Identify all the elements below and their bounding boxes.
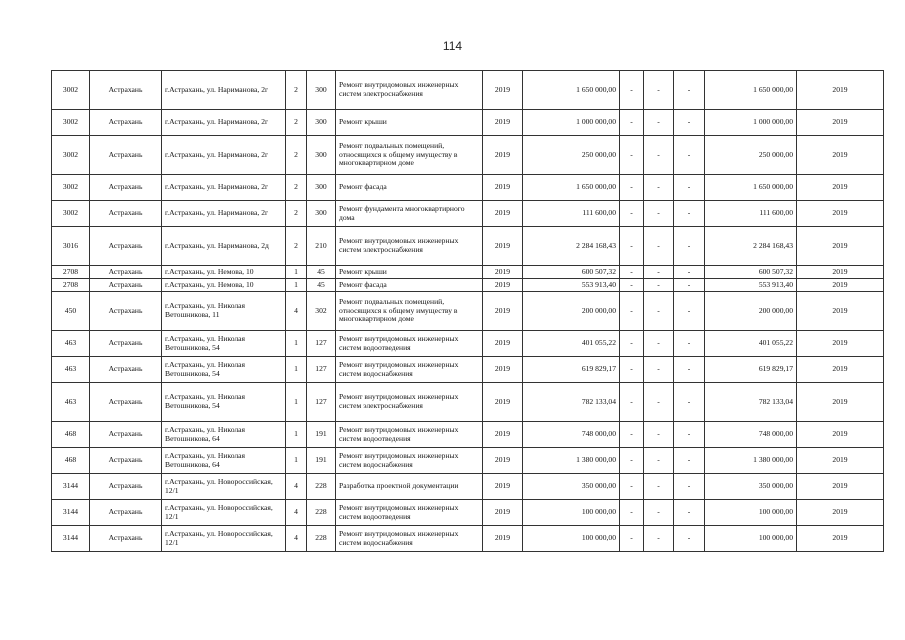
row-city: Астрахань: [90, 383, 162, 422]
row-year: 2019: [483, 227, 523, 266]
row-completion-year: 2019: [797, 383, 884, 422]
row-dash-3: -: [674, 201, 705, 227]
table-row: [52, 474, 884, 500]
row-city: Астрахань: [90, 227, 162, 266]
row-work-type: Ремонт фундамента многоквартирного дома: [336, 201, 483, 227]
row-total-cost: 1 380 000,00: [523, 448, 620, 474]
row-area: 45: [307, 279, 336, 292]
row-year: 2019: [483, 422, 523, 448]
row-year: 2019: [483, 201, 523, 227]
row-total-cost: 401 055,22: [523, 331, 620, 357]
row-completion-year: 2019: [797, 526, 884, 552]
row-dash-2: -: [644, 383, 674, 422]
row-id: 3002: [52, 136, 90, 175]
row-area: 300: [307, 175, 336, 201]
row-area: 127: [307, 383, 336, 422]
row-total-cost: 1 000 000,00: [523, 110, 620, 136]
row-dash-3: -: [674, 422, 705, 448]
table-row: [52, 110, 884, 136]
row-dash-2: -: [644, 227, 674, 266]
row-total-cost: 1 650 000,00: [523, 71, 620, 110]
row-completion-year: 2019: [797, 292, 884, 331]
row-amount: 1 000 000,00: [705, 110, 797, 136]
table-row: [52, 136, 884, 175]
row-city: Астрахань: [90, 500, 162, 526]
row-id: 3016: [52, 227, 90, 266]
row-floors: 4: [286, 500, 307, 526]
row-address: г.Астрахань, ул. Николая Ветошникова, 54: [162, 383, 286, 422]
row-city: Астрахань: [90, 279, 162, 292]
row-total-cost: 250 000,00: [523, 136, 620, 175]
row-address: г.Астрахань, ул. Николая Ветошникова, 54: [162, 331, 286, 357]
table-row: [52, 266, 884, 279]
row-dash-3: -: [674, 331, 705, 357]
row-dash-1: -: [620, 292, 644, 331]
row-dash-3: -: [674, 292, 705, 331]
page-number: 114: [442, 39, 463, 53]
row-dash-3: -: [674, 227, 705, 266]
row-completion-year: 2019: [797, 201, 884, 227]
row-dash-3: -: [674, 279, 705, 292]
row-dash-2: -: [644, 279, 674, 292]
row-address: г.Астрахань, ул. Николая Ветошникова, 64: [162, 448, 286, 474]
row-id: 2708: [52, 279, 90, 292]
row-dash-2: -: [644, 448, 674, 474]
row-amount: 250 000,00: [705, 136, 797, 175]
row-address: г.Астрахань, ул. Нариманова, 2г: [162, 110, 286, 136]
row-id: 463: [52, 331, 90, 357]
row-area: 127: [307, 331, 336, 357]
row-total-cost: 100 000,00: [523, 500, 620, 526]
row-address: г.Астрахань, ул. Нариманова, 2г: [162, 136, 286, 175]
row-id: 450: [52, 292, 90, 331]
row-year: 2019: [483, 500, 523, 526]
row-city: Астрахань: [90, 292, 162, 331]
row-dash-3: -: [674, 474, 705, 500]
row-dash-2: -: [644, 292, 674, 331]
row-floors: 4: [286, 292, 307, 331]
row-dash-2: -: [644, 266, 674, 279]
row-year: 2019: [483, 136, 523, 175]
row-dash-1: -: [620, 474, 644, 500]
row-dash-2: -: [644, 474, 674, 500]
table-row: [52, 526, 884, 552]
row-total-cost: 1 650 000,00: [523, 175, 620, 201]
row-amount: 1 650 000,00: [705, 175, 797, 201]
row-work-type: Разработка проектной документации: [336, 474, 483, 500]
row-total-cost: 619 829,17: [523, 357, 620, 383]
row-completion-year: 2019: [797, 71, 884, 110]
row-dash-1: -: [620, 383, 644, 422]
row-total-cost: 748 000,00: [523, 422, 620, 448]
row-year: 2019: [483, 331, 523, 357]
row-area: 191: [307, 422, 336, 448]
row-amount: 111 600,00: [705, 201, 797, 227]
row-city: Астрахань: [90, 357, 162, 383]
row-completion-year: 2019: [797, 357, 884, 383]
row-id: 463: [52, 357, 90, 383]
row-floors: 1: [286, 448, 307, 474]
row-year: 2019: [483, 383, 523, 422]
row-dash-1: -: [620, 175, 644, 201]
row-city: Астрахань: [90, 526, 162, 552]
row-dash-1: -: [620, 331, 644, 357]
row-amount: 350 000,00: [705, 474, 797, 500]
row-id: 3002: [52, 71, 90, 110]
row-dash-2: -: [644, 422, 674, 448]
row-completion-year: 2019: [797, 110, 884, 136]
row-amount: 200 000,00: [705, 292, 797, 331]
row-work-type: Ремонт внутридомовых инженерных систем водоснабжения: [336, 448, 483, 474]
row-city: Астрахань: [90, 136, 162, 175]
row-completion-year: 2019: [797, 175, 884, 201]
row-work-type: Ремонт внутридомовых инженерных систем водоснабжения: [336, 526, 483, 552]
row-floors: 2: [286, 227, 307, 266]
row-city: Астрахань: [90, 110, 162, 136]
row-id: 3144: [52, 526, 90, 552]
row-address: г.Астрахань, ул. Новороссийская, 12/1: [162, 474, 286, 500]
row-address: г.Астрахань, ул. Нариманова, 2г: [162, 175, 286, 201]
row-dash-1: -: [620, 136, 644, 175]
row-dash-1: -: [620, 448, 644, 474]
row-city: Астрахань: [90, 422, 162, 448]
table-row: [52, 201, 884, 227]
row-address: г.Астрахань, ул. Новороссийская, 12/1: [162, 500, 286, 526]
row-address: г.Астрахань, ул. Николая Ветошникова, 11: [162, 292, 286, 331]
row-dash-2: -: [644, 110, 674, 136]
row-area: 300: [307, 136, 336, 175]
row-work-type: Ремонт фасада: [336, 175, 483, 201]
row-amount: 553 913,40: [705, 279, 797, 292]
row-id: 3144: [52, 500, 90, 526]
row-completion-year: 2019: [797, 279, 884, 292]
row-city: Астрахань: [90, 331, 162, 357]
row-id: 2708: [52, 266, 90, 279]
row-floors: 2: [286, 71, 307, 110]
row-dash-2: -: [644, 71, 674, 110]
table-row: [52, 292, 884, 331]
row-floors: 1: [286, 422, 307, 448]
row-total-cost: 200 000,00: [523, 292, 620, 331]
row-dash-3: -: [674, 357, 705, 383]
table-row: [52, 331, 884, 357]
row-work-type: Ремонт подвальных помещений, относящихся к общему имуществу в многоквартирном доме: [336, 292, 483, 331]
row-completion-year: 2019: [797, 500, 884, 526]
row-dash-1: -: [620, 227, 644, 266]
row-id: 3002: [52, 201, 90, 227]
row-floors: 4: [286, 526, 307, 552]
row-city: Астрахань: [90, 71, 162, 110]
row-area: 228: [307, 500, 336, 526]
row-city: Астрахань: [90, 201, 162, 227]
row-dash-2: -: [644, 357, 674, 383]
capital-repair-table: [51, 70, 884, 552]
row-id: 468: [52, 422, 90, 448]
row-floors: 1: [286, 279, 307, 292]
row-completion-year: 2019: [797, 227, 884, 266]
row-dash-3: -: [674, 266, 705, 279]
row-address: г.Астрахань, ул. Немова, 10: [162, 279, 286, 292]
row-area: 300: [307, 201, 336, 227]
row-dash-1: -: [620, 500, 644, 526]
row-dash-3: -: [674, 526, 705, 552]
row-work-type: Ремонт крыши: [336, 266, 483, 279]
row-total-cost: 100 000,00: [523, 526, 620, 552]
row-year: 2019: [483, 110, 523, 136]
row-dash-2: -: [644, 201, 674, 227]
row-work-type: Ремонт внутридомовых инженерных систем электроснабжения: [336, 227, 483, 266]
row-year: 2019: [483, 292, 523, 331]
row-total-cost: 782 133,04: [523, 383, 620, 422]
row-amount: 401 055,22: [705, 331, 797, 357]
row-address: г.Астрахань, ул. Новороссийская, 12/1: [162, 526, 286, 552]
row-year: 2019: [483, 266, 523, 279]
row-dash-2: -: [644, 175, 674, 201]
row-year: 2019: [483, 474, 523, 500]
row-amount: 100 000,00: [705, 526, 797, 552]
row-dash-3: -: [674, 175, 705, 201]
row-floors: 2: [286, 136, 307, 175]
row-amount: 100 000,00: [705, 500, 797, 526]
table-row: [52, 357, 884, 383]
row-completion-year: 2019: [797, 136, 884, 175]
row-area: 300: [307, 71, 336, 110]
row-floors: 1: [286, 383, 307, 422]
row-address: г.Астрахань, ул. Николая Ветошникова, 64: [162, 422, 286, 448]
row-dash-1: -: [620, 526, 644, 552]
row-dash-1: -: [620, 279, 644, 292]
row-total-cost: 600 507,32: [523, 266, 620, 279]
row-amount: 600 507,32: [705, 266, 797, 279]
row-dash-1: -: [620, 357, 644, 383]
row-area: 228: [307, 474, 336, 500]
row-dash-2: -: [644, 500, 674, 526]
table-row: [52, 422, 884, 448]
row-total-cost: 350 000,00: [523, 474, 620, 500]
row-address: г.Астрахань, ул. Нариманова, 2г: [162, 71, 286, 110]
row-work-type: Ремонт внутридомовых инженерных систем электроснабжения: [336, 71, 483, 110]
table-row: [52, 71, 884, 110]
row-dash-1: -: [620, 201, 644, 227]
row-floors: 2: [286, 175, 307, 201]
row-completion-year: 2019: [797, 331, 884, 357]
row-year: 2019: [483, 175, 523, 201]
row-amount: 1 650 000,00: [705, 71, 797, 110]
row-floors: 2: [286, 110, 307, 136]
table-body: [52, 71, 884, 552]
row-id: 3002: [52, 175, 90, 201]
row-amount: 1 380 000,00: [705, 448, 797, 474]
row-work-type: Ремонт крыши: [336, 110, 483, 136]
row-area: 45: [307, 266, 336, 279]
row-floors: 4: [286, 474, 307, 500]
row-dash-1: -: [620, 110, 644, 136]
row-amount: 748 000,00: [705, 422, 797, 448]
row-dash-3: -: [674, 110, 705, 136]
row-dash-1: -: [620, 422, 644, 448]
row-area: 302: [307, 292, 336, 331]
row-completion-year: 2019: [797, 266, 884, 279]
row-dash-3: -: [674, 500, 705, 526]
row-area: 228: [307, 526, 336, 552]
table-row: [52, 383, 884, 422]
row-floors: 1: [286, 357, 307, 383]
row-year: 2019: [483, 526, 523, 552]
row-dash-2: -: [644, 136, 674, 175]
row-dash-1: -: [620, 71, 644, 110]
row-dash-3: -: [674, 71, 705, 110]
row-id: 463: [52, 383, 90, 422]
table-row: [52, 227, 884, 266]
row-address: г.Астрахань, ул. Нариманова, 2г: [162, 201, 286, 227]
row-id: 3002: [52, 110, 90, 136]
table-row: [52, 175, 884, 201]
row-total-cost: 111 600,00: [523, 201, 620, 227]
row-floors: 1: [286, 266, 307, 279]
row-work-type: Ремонт фасада: [336, 279, 483, 292]
row-id: 468: [52, 448, 90, 474]
row-id: 3144: [52, 474, 90, 500]
row-work-type: Ремонт внутридомовых инженерных систем водоотведения: [336, 331, 483, 357]
row-year: 2019: [483, 357, 523, 383]
row-completion-year: 2019: [797, 422, 884, 448]
row-dash-3: -: [674, 136, 705, 175]
row-work-type: Ремонт внутридомовых инженерных систем водоотведения: [336, 422, 483, 448]
row-dash-3: -: [674, 448, 705, 474]
row-work-type: Ремонт внутридомовых инженерных систем электроснабжения: [336, 383, 483, 422]
table-row: [52, 448, 884, 474]
table-row: [52, 500, 884, 526]
row-dash-1: -: [620, 266, 644, 279]
row-amount: 619 829,17: [705, 357, 797, 383]
row-address: г.Астрахань, ул. Немова, 10: [162, 266, 286, 279]
row-year: 2019: [483, 279, 523, 292]
row-dash-2: -: [644, 331, 674, 357]
row-city: Астрахань: [90, 266, 162, 279]
row-work-type: Ремонт внутридомовых инженерных систем водоотведения: [336, 500, 483, 526]
row-completion-year: 2019: [797, 474, 884, 500]
row-amount: 2 284 168,43: [705, 227, 797, 266]
row-floors: 1: [286, 331, 307, 357]
row-area: 300: [307, 110, 336, 136]
row-city: Астрахань: [90, 175, 162, 201]
row-amount: 782 133,04: [705, 383, 797, 422]
row-year: 2019: [483, 71, 523, 110]
row-total-cost: 2 284 168,43: [523, 227, 620, 266]
row-address: г.Астрахань, ул. Николая Ветошникова, 54: [162, 357, 286, 383]
row-completion-year: 2019: [797, 448, 884, 474]
row-area: 210: [307, 227, 336, 266]
table-row: [52, 279, 884, 292]
row-year: 2019: [483, 448, 523, 474]
row-area: 191: [307, 448, 336, 474]
row-address: г.Астрахань, ул. Нариманова, 2д: [162, 227, 286, 266]
row-floors: 2: [286, 201, 307, 227]
row-city: Астрахань: [90, 448, 162, 474]
row-work-type: Ремонт подвальных помещений, относящихся к общему имуществу в многоквартирном доме: [336, 136, 483, 175]
row-total-cost: 553 913,40: [523, 279, 620, 292]
row-work-type: Ремонт внутридомовых инженерных систем водоснабжения: [336, 357, 483, 383]
row-city: Астрахань: [90, 474, 162, 500]
row-dash-3: -: [674, 383, 705, 422]
row-area: 127: [307, 357, 336, 383]
row-dash-2: -: [644, 526, 674, 552]
